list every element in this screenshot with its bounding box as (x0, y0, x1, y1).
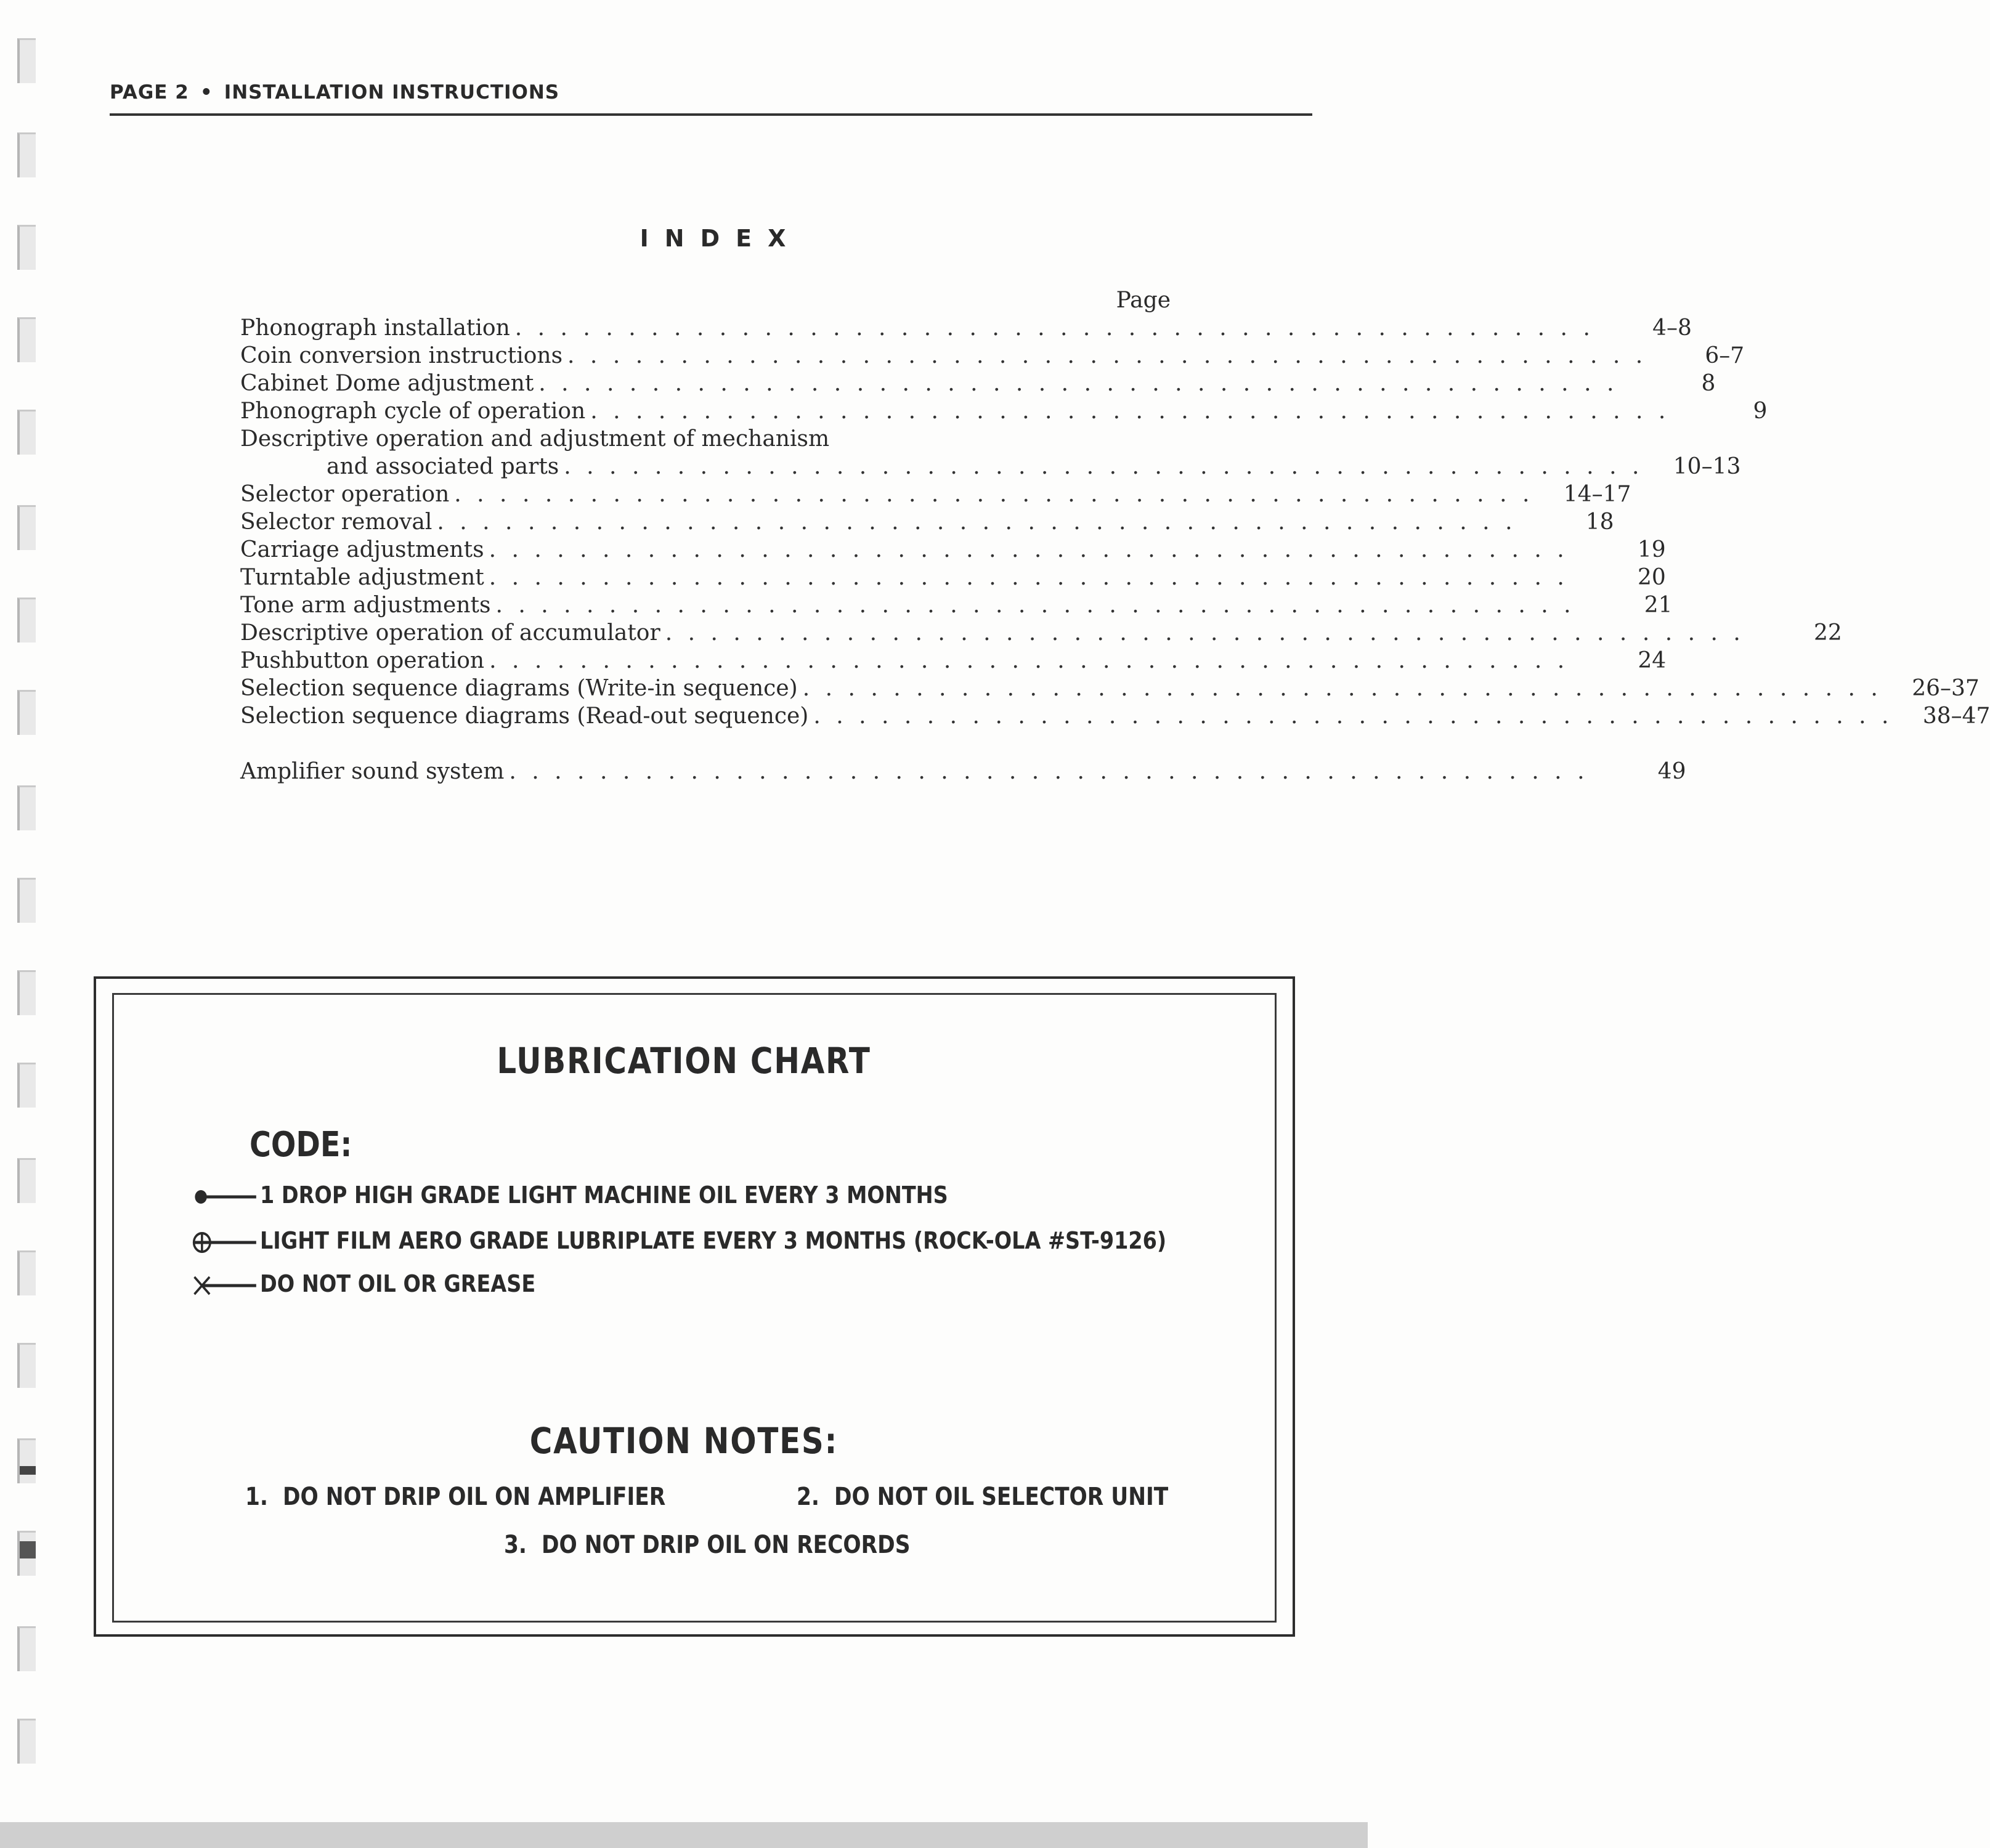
dot-leader: . . . . . . . . . . . . . . . . . . . . . . . . . . . . . . . . . . . . . . . . . . . . . . . . (514, 315, 1594, 341)
binding-mark (17, 690, 36, 735)
index-entry (240, 702, 1990, 730)
binding-mark (17, 38, 36, 83)
binding-mark (17, 410, 36, 455)
binding-mark (17, 1343, 36, 1388)
dot-leader: . . . . . . . . . . . . . . . . . . . . . . . . . . . . . . . . . . . . . . . . . . . . . . . . (489, 537, 1569, 562)
entry-label: Selection sequence diagrams (Write-in sequence) (240, 676, 798, 701)
index-entry (240, 397, 1768, 425)
entry-page: 10–13 (1673, 454, 1741, 479)
code-text: 1 DROP HIGH GRADE LIGHT MACHINE OIL EVERY 3 MONTHS (260, 1181, 948, 1209)
note-number: 3. (504, 1531, 527, 1559)
index-entry (240, 508, 1614, 536)
code-text: DO NOT OIL OR GREASE (260, 1270, 536, 1297)
caution-note-1 (245, 1483, 665, 1511)
caution-note-3 (504, 1531, 910, 1559)
binding-mark (17, 1438, 36, 1483)
entry-label: Phonograph installation (240, 315, 510, 341)
entry-label: Phonograph cycle of operation (240, 399, 586, 424)
header-bullet: • (200, 81, 213, 103)
entry-label: Descriptive operation of accumulator (240, 620, 660, 646)
dot-leader: . . . . . . . . . . . . . . . . . . . . . . . . . . . . . . . . . . . . . . . . . . . . . . . . (665, 620, 1745, 646)
entry-page: 20 (1638, 565, 1666, 590)
dot-leader: . . . . . . . . . . . . . . . . . . . . . . . . . . . . . . . . . . . . . . . . . . . . . . . . (454, 482, 1534, 507)
dot-leader: . . . . . . . . . . . . . . . . . . . . . . . . . . . . . . . . . . . . . . . . . . . . . . . . (495, 593, 1575, 618)
entry-page: 6–7 (1705, 343, 1745, 368)
dot-leader: . . . . . . . . . . . . . . . . . . . . . . . . . . . . . . . . . . . . . . . . . . . . . . . . (590, 399, 1670, 424)
entry-label: Carriage adjustments (240, 537, 484, 562)
binding-mark (17, 878, 36, 923)
entry-page: 22 (1814, 620, 1842, 646)
code-text: LIGHT FILM AERO GRADE LUBRIPLATE EVERY 3 MONTHS (ROCK-OLA #ST-9126) (260, 1227, 1167, 1254)
index-entry (240, 453, 1741, 480)
entry-label: Amplifier sound system (240, 759, 505, 784)
dot-leader: . . . . . . . . . . . . . . . . . . . . . . . . . . . . . . . . . . . . . . . . . . . . . . . . (489, 565, 1569, 590)
binding-mark (17, 1626, 36, 1671)
index-entry (240, 591, 1673, 619)
entry-label: Selection sequence diagrams (Read-out sequence) (240, 703, 809, 729)
dot-leader: . . . . . . . . . . . . . . . . . . . . . . . . . . . . . . . . . . . . . . . . . . . . . . . . (538, 371, 1618, 396)
dot-leader: . . . . . . . . . . . . . . . . . . . . . . . . . . . . . . . . . . . . . . . . . . . . . . . . (567, 343, 1647, 368)
dot-leader: . . . . . . . . . . . . . . . . . . . . . . . . . . . . . . . . . . . . . . . . . . . . . . . . (437, 509, 1517, 535)
crossed-circle-icon (192, 1230, 260, 1255)
entry-page: 26–37 (1912, 676, 1980, 701)
binding-mark (17, 132, 36, 177)
caution-notes-title: CAUTION NOTES: (529, 1420, 839, 1462)
lubrication-chart-inner-border (112, 993, 1277, 1623)
scan-bottom-edge (0, 1822, 1368, 1848)
section-title: INSTALLATION INSTRUCTIONS (224, 81, 560, 103)
entry-label: Selector operation (240, 482, 450, 507)
entry-label: Cabinet Dome adjustment (240, 371, 534, 396)
filled-dot-icon (192, 1185, 260, 1209)
index-title: INDEX (640, 225, 802, 252)
entry-page: 4–8 (1652, 315, 1692, 341)
entry-label: Selector removal (240, 509, 433, 535)
entry-page: 49 (1657, 759, 1686, 784)
note-text: DO NOT OIL SELECTOR UNIT (834, 1483, 1169, 1511)
index-entry (240, 536, 1666, 564)
binding-mark (17, 598, 36, 642)
code-row-oil (192, 1181, 948, 1209)
entry-label: and associated parts (327, 454, 559, 479)
binding-mark (17, 317, 36, 362)
binding-mark (17, 970, 36, 1015)
index-entry (240, 619, 1842, 647)
lubrication-chart-title: LUBRICATION CHART (497, 1040, 871, 1082)
index-entry (240, 758, 1686, 785)
page-column-header: Page (1116, 288, 1171, 313)
code-label: CODE: (250, 1125, 352, 1165)
dot-leader: . . . . . . . . . . . . . . . . . . . . . . . . . . . . . . . . . . . . . . . . . . . . . . . . (802, 676, 1882, 701)
caution-note-2 (797, 1483, 1168, 1511)
dot-leader: . . . . . . . . . . . . . . . . . . . . . . . . . . . . . . . . . . . . . . . . . . . . . . . . (509, 759, 1589, 784)
index-entry (240, 342, 1745, 370)
binding-mark (17, 1158, 36, 1203)
entry-page: 8 (1701, 371, 1716, 396)
index-entry (240, 370, 1716, 397)
entry-page: 9 (1753, 399, 1768, 424)
entry-page: 14–17 (1563, 482, 1631, 507)
dot-leader: . . . . . . . . . . . . . . . . . . . . . . . . . . . . . . . . . . . . . . . . . . . . . . . . (489, 648, 1569, 673)
index-entry (240, 425, 1171, 453)
binding-mark (17, 1063, 36, 1108)
entry-page: 18 (1585, 509, 1614, 535)
x-mark-icon (192, 1273, 260, 1298)
dot-leader: . . . . . . . . . . . . . . . . . . . . . . . . . . . . . . . . . . . . . . . . . . . . . . . . (813, 703, 1893, 729)
page-header (110, 81, 1312, 116)
index-entry (240, 480, 1631, 508)
entry-label: Descriptive operation and adjustment of mechanism (240, 426, 830, 452)
index-table (240, 286, 1990, 785)
code-row-lubriplate (192, 1227, 1166, 1255)
page-number: PAGE 2 (110, 81, 189, 103)
binding-mark (17, 785, 36, 830)
note-number: 1. (245, 1483, 269, 1511)
binding-mark (17, 505, 36, 550)
dot-leader: . . . . . . . . . . . . . . . . . . . . . . . . . . . . . . . . . . . . . . . . . . . . . . . . (564, 454, 1644, 479)
code-row-no-oil (192, 1270, 535, 1298)
note-text: DO NOT DRIP OIL ON AMPLIFIER (282, 1483, 666, 1511)
entry-page: 24 (1638, 648, 1667, 673)
index-entry (240, 564, 1666, 591)
note-number: 2. (797, 1483, 820, 1511)
entry-label: Pushbutton operation (240, 648, 485, 673)
index-entry (240, 647, 1667, 675)
entry-label: Coin conversion instructions (240, 343, 563, 368)
binding-mark (17, 1250, 36, 1295)
entry-page: 21 (1644, 593, 1673, 618)
index-entry (240, 675, 1980, 702)
binding-mark (17, 1531, 36, 1576)
binding-mark (17, 1719, 36, 1764)
entry-page: 19 (1637, 537, 1666, 562)
note-text: DO NOT DRIP OIL ON RECORDS (541, 1531, 911, 1559)
entry-page: 38–47 (1922, 703, 1990, 729)
entry-label: Turntable adjustment (240, 565, 484, 590)
index-entry (240, 314, 1692, 342)
entry-label: Tone arm adjustments (240, 593, 491, 618)
